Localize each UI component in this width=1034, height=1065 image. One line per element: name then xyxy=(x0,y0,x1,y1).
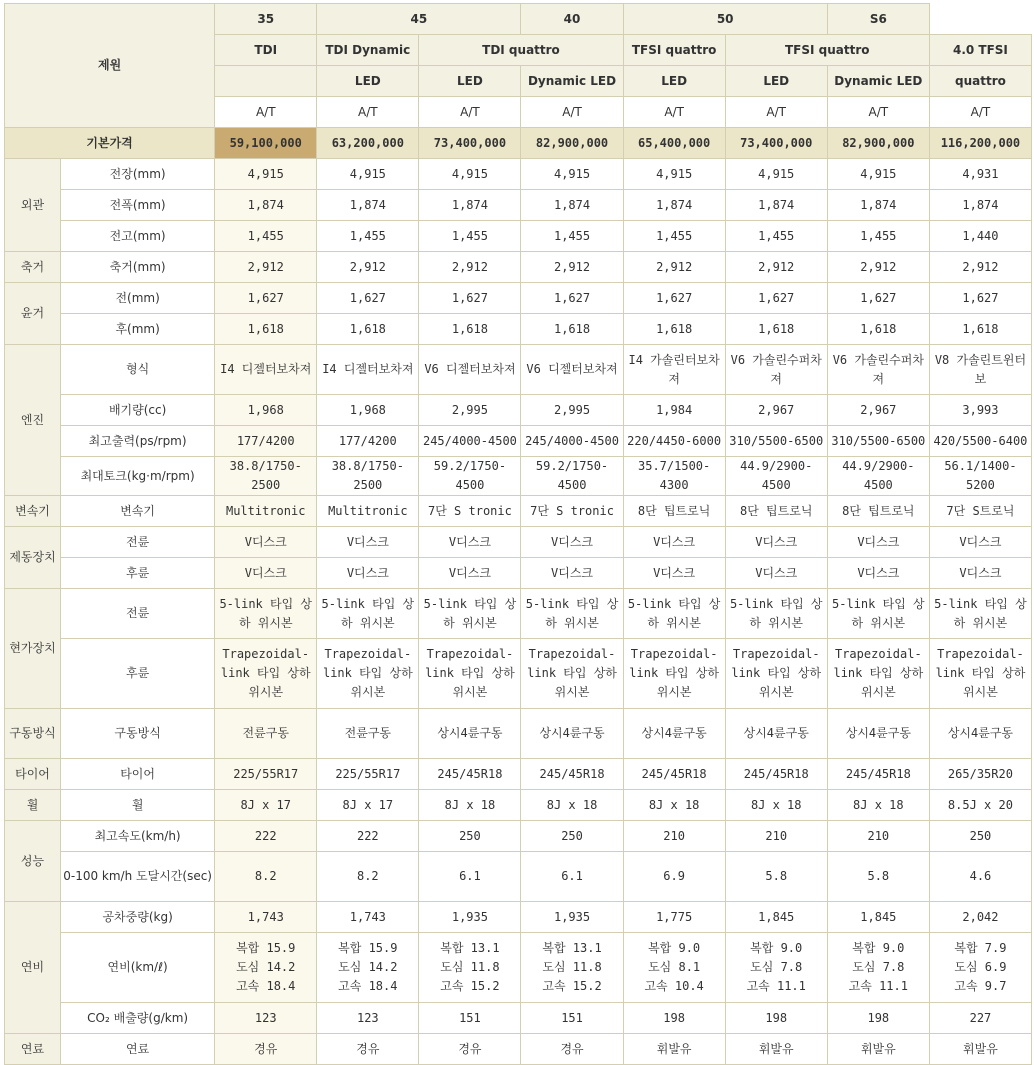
spec-value: 상시4륜구동 xyxy=(827,709,929,759)
spec-value: 59.2/1750-4500 xyxy=(419,457,521,496)
spec-value: 2,912 xyxy=(419,252,521,283)
spec-value: 1,627 xyxy=(725,283,827,314)
spec-value: 상시4륜구동 xyxy=(725,709,827,759)
spec-value: 38.8/1750-2500 xyxy=(215,457,317,496)
spec-value: I4 가솔린터보차져 xyxy=(623,345,725,395)
spec-value: 5-link 타입 상하 위시본 xyxy=(419,589,521,639)
spec-value: 휘발유 xyxy=(929,1034,1031,1065)
spec-label: 전고(mm) xyxy=(61,221,215,252)
spec-value: 220/4450-6000 xyxy=(623,426,725,457)
spec-value: 56.1/1400-5200 xyxy=(929,457,1031,496)
spec-label: 축거(mm) xyxy=(61,252,215,283)
category-label: 윤거 xyxy=(5,283,61,345)
spec-value: 8.5J x 20 xyxy=(929,790,1031,821)
trim-header: Dynamic LED xyxy=(827,66,929,97)
spec-value: 310/5500-6500 xyxy=(725,426,827,457)
spec-value: V디스크 xyxy=(929,558,1031,589)
spec-value: 44.9/2900-4500 xyxy=(827,457,929,496)
spec-value: 151 xyxy=(521,1003,623,1034)
spec-value: 5-link 타입 상하 위시본 xyxy=(317,589,419,639)
spec-value: V6 가솔린수퍼차져 xyxy=(725,345,827,395)
spec-row xyxy=(5,709,1032,759)
spec-value: V6 디젤터보차져 xyxy=(521,345,623,395)
spec-value: 1,618 xyxy=(725,314,827,345)
spec-table-body xyxy=(5,4,1032,1065)
spec-value: 복합 15.9 도심 14.2 고속 18.4 xyxy=(317,933,419,1003)
spec-label: 후(mm) xyxy=(61,314,215,345)
spec-value: 4,931 xyxy=(929,159,1031,190)
spec-value: 3,993 xyxy=(929,395,1031,426)
category-label: 구동방식 xyxy=(5,709,61,759)
spec-value: 5.8 xyxy=(725,852,827,902)
spec-value: 4,915 xyxy=(725,159,827,190)
spec-value: 420/5500-6400 xyxy=(929,426,1031,457)
spec-value: Trapezoidal-link 타입 상하 위시본 xyxy=(623,639,725,709)
spec-label: 배기량(cc) xyxy=(61,395,215,426)
spec-label: 변속기 xyxy=(61,496,215,527)
trim-header: Dynamic LED xyxy=(521,66,623,97)
spec-value: 1,618 xyxy=(419,314,521,345)
spec-row xyxy=(5,345,1032,395)
spec-value: 245/45R18 xyxy=(521,759,623,790)
spec-value: 1,455 xyxy=(725,221,827,252)
spec-value: 2,967 xyxy=(725,395,827,426)
spec-value: 265/35R20 xyxy=(929,759,1031,790)
spec-value: 2,995 xyxy=(521,395,623,426)
spec-value: 8J x 17 xyxy=(317,790,419,821)
spec-value: 245/4000-4500 xyxy=(419,426,521,457)
spec-value: 1,618 xyxy=(521,314,623,345)
spec-value: Trapezoidal-link 타입 상하 위시본 xyxy=(929,639,1031,709)
spec-value: 1,874 xyxy=(521,190,623,221)
spec-value: 8단 팁트로닉 xyxy=(623,496,725,527)
spec-value: 복합 7.9 도심 6.9 고속 9.7 xyxy=(929,933,1031,1003)
spec-value: 휘발유 xyxy=(725,1034,827,1065)
trim-header: LED xyxy=(623,66,725,97)
spec-value: 245/45R18 xyxy=(827,759,929,790)
spec-value: 35.7/1500-4300 xyxy=(623,457,725,496)
spec-value: 8.2 xyxy=(317,852,419,902)
spec-value: 225/55R17 xyxy=(317,759,419,790)
spec-value: 8J x 18 xyxy=(725,790,827,821)
spec-value: 1,935 xyxy=(419,902,521,933)
spec-value: 1,455 xyxy=(419,221,521,252)
category-label: 타이어 xyxy=(5,759,61,790)
spec-value: 1,618 xyxy=(929,314,1031,345)
spec-value: 휘발유 xyxy=(827,1034,929,1065)
spec-value: 198 xyxy=(827,1003,929,1034)
spec-value: 5-link 타입 상하 위시본 xyxy=(827,589,929,639)
spec-value: 245/45R18 xyxy=(419,759,521,790)
spec-label: 형식 xyxy=(61,345,215,395)
spec-value: 2,042 xyxy=(929,902,1031,933)
spec-value: V디스크 xyxy=(623,558,725,589)
spec-value: Trapezoidal-link 타입 상하 위시본 xyxy=(725,639,827,709)
category-label: 성능 xyxy=(5,821,61,902)
spec-value: 1,627 xyxy=(623,283,725,314)
spec-value: 1,627 xyxy=(827,283,929,314)
spec-value: 전륜구동 xyxy=(317,709,419,759)
price-cell: 82,900,000 xyxy=(827,128,929,159)
spec-value: 2,912 xyxy=(725,252,827,283)
spec-label: 0-100 km/h 도달시간(sec) xyxy=(61,852,215,902)
spec-row xyxy=(5,933,1032,1003)
spec-value: V디스크 xyxy=(929,527,1031,558)
spec-value: 210 xyxy=(623,821,725,852)
spec-value: 222 xyxy=(317,821,419,852)
trim-header: LED xyxy=(317,66,419,97)
engine-header: TFSI quattro xyxy=(623,35,725,66)
spec-row xyxy=(5,457,1032,496)
spec-value: V디스크 xyxy=(317,558,419,589)
spec-value: I4 디젤터보차져 xyxy=(215,345,317,395)
spec-table xyxy=(4,3,1032,1065)
spec-value: 123 xyxy=(317,1003,419,1034)
spec-value: 1,440 xyxy=(929,221,1031,252)
spec-value: 상시4륜구동 xyxy=(623,709,725,759)
spec-value: 7단 S tronic xyxy=(419,496,521,527)
spec-value: 1,618 xyxy=(623,314,725,345)
spec-value: 227 xyxy=(929,1003,1031,1034)
spec-value: 1,627 xyxy=(419,283,521,314)
spec-row xyxy=(5,821,1032,852)
price-cell: 65,400,000 xyxy=(623,128,725,159)
spec-row xyxy=(5,252,1032,283)
spec-label: 전륜 xyxy=(61,589,215,639)
category-label: 축거 xyxy=(5,252,61,283)
spec-row xyxy=(5,496,1032,527)
spec-value: 177/4200 xyxy=(317,426,419,457)
spec-value: 1,874 xyxy=(419,190,521,221)
spec-value: 4,915 xyxy=(419,159,521,190)
spec-row xyxy=(5,852,1032,902)
category-label: 현가장치 xyxy=(5,589,61,709)
spec-value: 복합 9.0 도심 7.8 고속 11.1 xyxy=(827,933,929,1003)
spec-value: 151 xyxy=(419,1003,521,1034)
spec-value: 복합 15.9 도심 14.2 고속 18.4 xyxy=(215,933,317,1003)
spec-value: 1,455 xyxy=(521,221,623,252)
spec-value: 1,455 xyxy=(827,221,929,252)
engine-header: 4.0 TFSI xyxy=(929,35,1031,66)
spec-value: 245/4000-4500 xyxy=(521,426,623,457)
spec-value: V6 디젤터보차져 xyxy=(419,345,521,395)
spec-value: 2,995 xyxy=(419,395,521,426)
spec-row xyxy=(5,1003,1032,1034)
spec-value: 7단 S트로닉 xyxy=(929,496,1031,527)
spec-label: CO₂ 배출량(g/km) xyxy=(61,1003,215,1034)
spec-value: 경유 xyxy=(521,1034,623,1065)
spec-value: 123 xyxy=(215,1003,317,1034)
price-cell: 63,200,000 xyxy=(317,128,419,159)
transmission-header: A/T xyxy=(929,97,1031,128)
spec-value: 1,455 xyxy=(215,221,317,252)
spec-value: 1,874 xyxy=(827,190,929,221)
category-label: 변속기 xyxy=(5,496,61,527)
spec-value: V디스크 xyxy=(521,558,623,589)
spec-value: V디스크 xyxy=(215,527,317,558)
spec-value: 1,455 xyxy=(623,221,725,252)
spec-label: 구동방식 xyxy=(61,709,215,759)
trim-header: LED xyxy=(419,66,521,97)
spec-value: 4,915 xyxy=(521,159,623,190)
transmission-header: A/T xyxy=(623,97,725,128)
price-row xyxy=(5,128,1032,159)
spec-row xyxy=(5,159,1032,190)
transmission-header: A/T xyxy=(419,97,521,128)
group-header: 35 xyxy=(215,4,317,35)
spec-row xyxy=(5,314,1032,345)
spec-value: 1,627 xyxy=(521,283,623,314)
spec-value: 2,912 xyxy=(317,252,419,283)
spec-value: 8J x 17 xyxy=(215,790,317,821)
spec-value: 전륜구동 xyxy=(215,709,317,759)
spec-value: 8단 팁트로닉 xyxy=(725,496,827,527)
spec-value: 상시4륜구동 xyxy=(929,709,1031,759)
spec-row xyxy=(5,639,1032,709)
spec-value: 5-link 타입 상하 위시본 xyxy=(623,589,725,639)
spec-label: 연비(km/ℓ) xyxy=(61,933,215,1003)
spec-label: 후륜 xyxy=(61,639,215,709)
spec-value: 7단 S tronic xyxy=(521,496,623,527)
spec-label: 타이어 xyxy=(61,759,215,790)
spec-value: I4 디젤터보차져 xyxy=(317,345,419,395)
category-label: 제동장치 xyxy=(5,527,61,589)
spec-value: 198 xyxy=(623,1003,725,1034)
spec-value: 복합 13.1 도심 11.8 고속 15.2 xyxy=(521,933,623,1003)
spec-value: 1,743 xyxy=(317,902,419,933)
spec-value: 휘발유 xyxy=(623,1034,725,1065)
spec-value: 경유 xyxy=(317,1034,419,1065)
spec-value: 경유 xyxy=(419,1034,521,1065)
spec-value: V디스크 xyxy=(215,558,317,589)
spec-value: 8J x 18 xyxy=(623,790,725,821)
spec-value: 6.9 xyxy=(623,852,725,902)
price-cell: 82,900,000 xyxy=(521,128,623,159)
spec-value: 177/4200 xyxy=(215,426,317,457)
engine-header: TFSI quattro xyxy=(725,35,929,66)
spec-value: V디스크 xyxy=(623,527,725,558)
spec-value: 44.9/2900-4500 xyxy=(725,457,827,496)
category-label: 휠 xyxy=(5,790,61,821)
spec-value: 상시4륜구동 xyxy=(419,709,521,759)
spec-value: 1,874 xyxy=(623,190,725,221)
spec-value: 1,775 xyxy=(623,902,725,933)
spec-value: Trapezoidal-link 타입 상하 위시본 xyxy=(215,639,317,709)
price-cell: 73,400,000 xyxy=(419,128,521,159)
category-label: 외관 xyxy=(5,159,61,252)
price-cell: 116,200,000 xyxy=(929,128,1031,159)
spec-value: V디스크 xyxy=(419,558,521,589)
spec-value: 1,845 xyxy=(827,902,929,933)
spec-label: 최고속도(km/h) xyxy=(61,821,215,852)
spec-value: V디스크 xyxy=(827,558,929,589)
spec-value: Multitronic xyxy=(215,496,317,527)
spec-label: 후륜 xyxy=(61,558,215,589)
spec-row xyxy=(5,589,1032,639)
spec-value: 2,912 xyxy=(827,252,929,283)
spec-label: 최대토크(kg·m/rpm) xyxy=(61,457,215,496)
spec-value: V6 가솔린수퍼차져 xyxy=(827,345,929,395)
spec-row xyxy=(5,902,1032,933)
spec-value: 4,915 xyxy=(827,159,929,190)
spec-row xyxy=(5,190,1032,221)
transmission-header: A/T xyxy=(215,97,317,128)
spec-value: 4.6 xyxy=(929,852,1031,902)
spec-value: V디스크 xyxy=(827,527,929,558)
spec-value: 6.1 xyxy=(419,852,521,902)
spec-value: 225/55R17 xyxy=(215,759,317,790)
spec-value: 310/5500-6500 xyxy=(827,426,929,457)
spec-value: 1,968 xyxy=(215,395,317,426)
spec-value: 1,627 xyxy=(317,283,419,314)
category-label: 연료 xyxy=(5,1034,61,1065)
spec-value: Multitronic xyxy=(317,496,419,527)
spec-value: 8J x 18 xyxy=(521,790,623,821)
spec-value: 1,743 xyxy=(215,902,317,933)
spec-value: 2,912 xyxy=(521,252,623,283)
spec-row xyxy=(5,426,1032,457)
spec-value: 38.8/1750-2500 xyxy=(317,457,419,496)
spec-row xyxy=(5,527,1032,558)
price-cell: 73,400,000 xyxy=(725,128,827,159)
spec-header-label: 제원 xyxy=(5,4,215,128)
price-label: 기본가격 xyxy=(5,128,215,159)
spec-value: 250 xyxy=(929,821,1031,852)
spec-value: 1,984 xyxy=(623,395,725,426)
spec-value: 198 xyxy=(725,1003,827,1034)
spec-value: 222 xyxy=(215,821,317,852)
spec-value: 59.2/1750-4500 xyxy=(521,457,623,496)
group-header: 50 xyxy=(623,4,827,35)
spec-value: Trapezoidal-link 타입 상하 위시본 xyxy=(521,639,623,709)
spec-label: 전륜 xyxy=(61,527,215,558)
spec-label: 공차중량(kg) xyxy=(61,902,215,933)
spec-value: V디스크 xyxy=(725,558,827,589)
spec-value: 복합 13.1 도심 11.8 고속 15.2 xyxy=(419,933,521,1003)
trim-header xyxy=(215,66,317,97)
spec-value: 210 xyxy=(827,821,929,852)
spec-value: 1,845 xyxy=(725,902,827,933)
spec-value: 2,912 xyxy=(623,252,725,283)
spec-value: 복합 9.0 도심 7.8 고속 11.1 xyxy=(725,933,827,1003)
header-row-groups xyxy=(5,4,1032,35)
spec-row xyxy=(5,759,1032,790)
spec-value: Trapezoidal-link 타입 상하 위시본 xyxy=(419,639,521,709)
spec-label: 연료 xyxy=(61,1034,215,1065)
spec-value: 경유 xyxy=(215,1034,317,1065)
spec-value: 1,627 xyxy=(929,283,1031,314)
spec-value: Trapezoidal-link 타입 상하 위시본 xyxy=(317,639,419,709)
spec-value: 4,915 xyxy=(215,159,317,190)
spec-value: 상시4륜구동 xyxy=(521,709,623,759)
spec-value: 5-link 타입 상하 위시본 xyxy=(725,589,827,639)
price-cell: 59,100,000 xyxy=(215,128,317,159)
spec-value: 5-link 타입 상하 위시본 xyxy=(215,589,317,639)
spec-value: 250 xyxy=(521,821,623,852)
spec-value: 8.2 xyxy=(215,852,317,902)
spec-value: 1,627 xyxy=(215,283,317,314)
engine-header: TDI quattro xyxy=(419,35,623,66)
spec-value: 1,874 xyxy=(215,190,317,221)
category-label: 엔진 xyxy=(5,345,61,496)
engine-header: TDI Dynamic xyxy=(317,35,419,66)
spec-row xyxy=(5,558,1032,589)
spec-value: 1,874 xyxy=(929,190,1031,221)
trim-header: LED xyxy=(725,66,827,97)
spec-value: Trapezoidal-link 타입 상하 위시본 xyxy=(827,639,929,709)
spec-row xyxy=(5,283,1032,314)
spec-value: 8J x 18 xyxy=(419,790,521,821)
spec-value: 1,968 xyxy=(317,395,419,426)
spec-row xyxy=(5,221,1032,252)
spec-value: 2,912 xyxy=(215,252,317,283)
transmission-header: A/T xyxy=(827,97,929,128)
spec-value: 1,618 xyxy=(827,314,929,345)
spec-value: 8J x 18 xyxy=(827,790,929,821)
transmission-header: A/T xyxy=(725,97,827,128)
spec-value: 210 xyxy=(725,821,827,852)
trim-header: quattro xyxy=(929,66,1031,97)
spec-value: V디스크 xyxy=(317,527,419,558)
spec-row xyxy=(5,1034,1032,1065)
spec-value: 1,874 xyxy=(725,190,827,221)
spec-value: V디스크 xyxy=(521,527,623,558)
group-header: 45 xyxy=(317,4,521,35)
spec-value: 245/45R18 xyxy=(725,759,827,790)
spec-value: 245/45R18 xyxy=(623,759,725,790)
spec-value: V디스크 xyxy=(419,527,521,558)
spec-value: 5-link 타입 상하 위시본 xyxy=(521,589,623,639)
spec-value: 2,967 xyxy=(827,395,929,426)
engine-header: TDI xyxy=(215,35,317,66)
spec-value: 1,618 xyxy=(317,314,419,345)
spec-label: 전폭(mm) xyxy=(61,190,215,221)
group-header: S6 xyxy=(827,4,929,35)
spec-value: 250 xyxy=(419,821,521,852)
spec-value: 복합 9.0 도심 8.1 고속 10.4 xyxy=(623,933,725,1003)
spec-value: 2,912 xyxy=(929,252,1031,283)
spec-value: 6.1 xyxy=(521,852,623,902)
spec-value: 1,618 xyxy=(215,314,317,345)
category-label: 연비 xyxy=(5,902,61,1034)
spec-value: 4,915 xyxy=(317,159,419,190)
spec-label: 전장(mm) xyxy=(61,159,215,190)
spec-value: 1,874 xyxy=(317,190,419,221)
spec-value: 1,455 xyxy=(317,221,419,252)
spec-value: 8단 팁트로닉 xyxy=(827,496,929,527)
spec-label: 전(mm) xyxy=(61,283,215,314)
spec-value: 1,935 xyxy=(521,902,623,933)
spec-row xyxy=(5,790,1032,821)
group-header: 40 xyxy=(521,4,623,35)
spec-value: 4,915 xyxy=(623,159,725,190)
spec-value: V8 가솔린트윈터보 xyxy=(929,345,1031,395)
transmission-header: A/T xyxy=(317,97,419,128)
spec-label: 최고출력(ps/rpm) xyxy=(61,426,215,457)
spec-row xyxy=(5,395,1032,426)
spec-label: 휠 xyxy=(61,790,215,821)
transmission-header: A/T xyxy=(521,97,623,128)
spec-value: V디스크 xyxy=(725,527,827,558)
spec-value: 5.8 xyxy=(827,852,929,902)
spec-value: 5-link 타입 상하 위시본 xyxy=(929,589,1031,639)
